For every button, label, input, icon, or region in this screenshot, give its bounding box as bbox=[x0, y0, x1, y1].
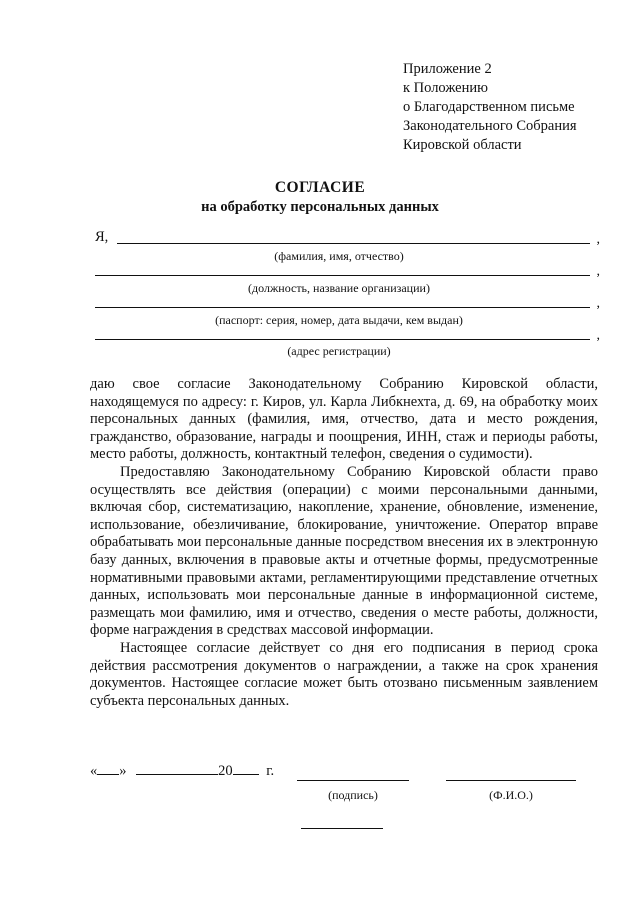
address-field[interactable] bbox=[95, 324, 600, 344]
full-name-field[interactable] bbox=[95, 228, 600, 248]
title-sub: на обработку персональных данных bbox=[201, 199, 439, 215]
field-comma: , bbox=[596, 328, 600, 343]
passport-field[interactable] bbox=[95, 292, 600, 312]
appendix-line: Законодательного Собрания bbox=[403, 118, 577, 134]
signature-block bbox=[0, 762, 640, 822]
full-name-line[interactable] bbox=[117, 243, 590, 244]
position-caption: (должность, название организации) bbox=[248, 281, 430, 295]
signature-caption: (подпись) bbox=[328, 788, 378, 802]
passport-line[interactable] bbox=[95, 307, 590, 308]
signature-line[interactable] bbox=[297, 780, 409, 781]
address-caption: (адрес регистрации) bbox=[287, 344, 391, 358]
consent-paragraph: Предоставляю Законодательному Собранию Кировской области право осуществлять все действия (операции) с моими персональными данными, включая сбор, систематизацию, накопление, хранение, обновление, изменение, использование, обезличивание, блокирование, уничтожение. Оператор вправе обрабатывать мои персональные данные посредством внесения их в электронную базу данных, включения в правовые акты и отчетные формы, предусмотренные нормативными правовыми актами, регламентирующими представление отчетных данных, использовать мои персональные данные в информационной системе, размещать мои фамилию, имя и отчество, сведения о месте работы, должности, форме награждения в средствах массовой информации. bbox=[90, 463, 598, 639]
appendix-header bbox=[403, 60, 577, 155]
passport-caption: (паспорт: серия, номер, дата выдачи, кем выдан) bbox=[215, 313, 463, 327]
quote-open: « bbox=[90, 763, 98, 779]
consent-paragraph: даю свое согласие Законодательному Собранию Кировской области, находящемуся по адресу: г. Киров, ул. Карла Либкнехта, д. 69, на обработку моих персональных данных (фамилия, имя, отчество, дата и место рождения, гражданство, образование, награды и поощрения, ИНН, стаж и периоды работы, место работы, должность, контактный телефон, сведения о судимости). bbox=[90, 376, 598, 463]
footer-divider bbox=[301, 828, 383, 829]
field-comma: , bbox=[596, 232, 600, 247]
field-comma: , bbox=[596, 264, 600, 279]
field-prefix: Я, bbox=[95, 229, 109, 245]
month-line[interactable] bbox=[136, 762, 218, 775]
name-caption: (Ф.И.О.) bbox=[489, 788, 533, 802]
date-field[interactable] bbox=[90, 762, 274, 780]
appendix-line: Приложение 2 bbox=[403, 61, 492, 77]
position-line[interactable] bbox=[95, 275, 590, 276]
field-comma: , bbox=[596, 296, 600, 311]
appendix-line: Кировской области bbox=[403, 137, 522, 153]
address-line[interactable] bbox=[95, 339, 590, 340]
name-line[interactable] bbox=[446, 780, 576, 781]
day-line[interactable] bbox=[97, 762, 119, 775]
consent-body bbox=[90, 376, 598, 710]
document-title bbox=[0, 178, 640, 217]
title-main: СОГЛАСИЕ bbox=[274, 179, 366, 196]
full-name-caption: (фамилия, имя, отчество) bbox=[274, 249, 404, 263]
appendix-line: о Благодарственном письме bbox=[403, 99, 575, 115]
consent-paragraph: Настоящее согласие действует со дня его подписания в период срока действия рассмотрения документов о награждении, а также на срок хранения документов. Настоящее согласие может быть отозвано письменным заявлением субъекта персональных данных. bbox=[90, 639, 598, 709]
year-line[interactable] bbox=[233, 762, 259, 775]
year-suffix: г. bbox=[266, 763, 275, 779]
position-field[interactable] bbox=[95, 260, 600, 280]
quote-close: » bbox=[119, 763, 127, 779]
appendix-line: к Положению bbox=[403, 80, 488, 96]
year-prefix: 20 bbox=[218, 763, 233, 779]
